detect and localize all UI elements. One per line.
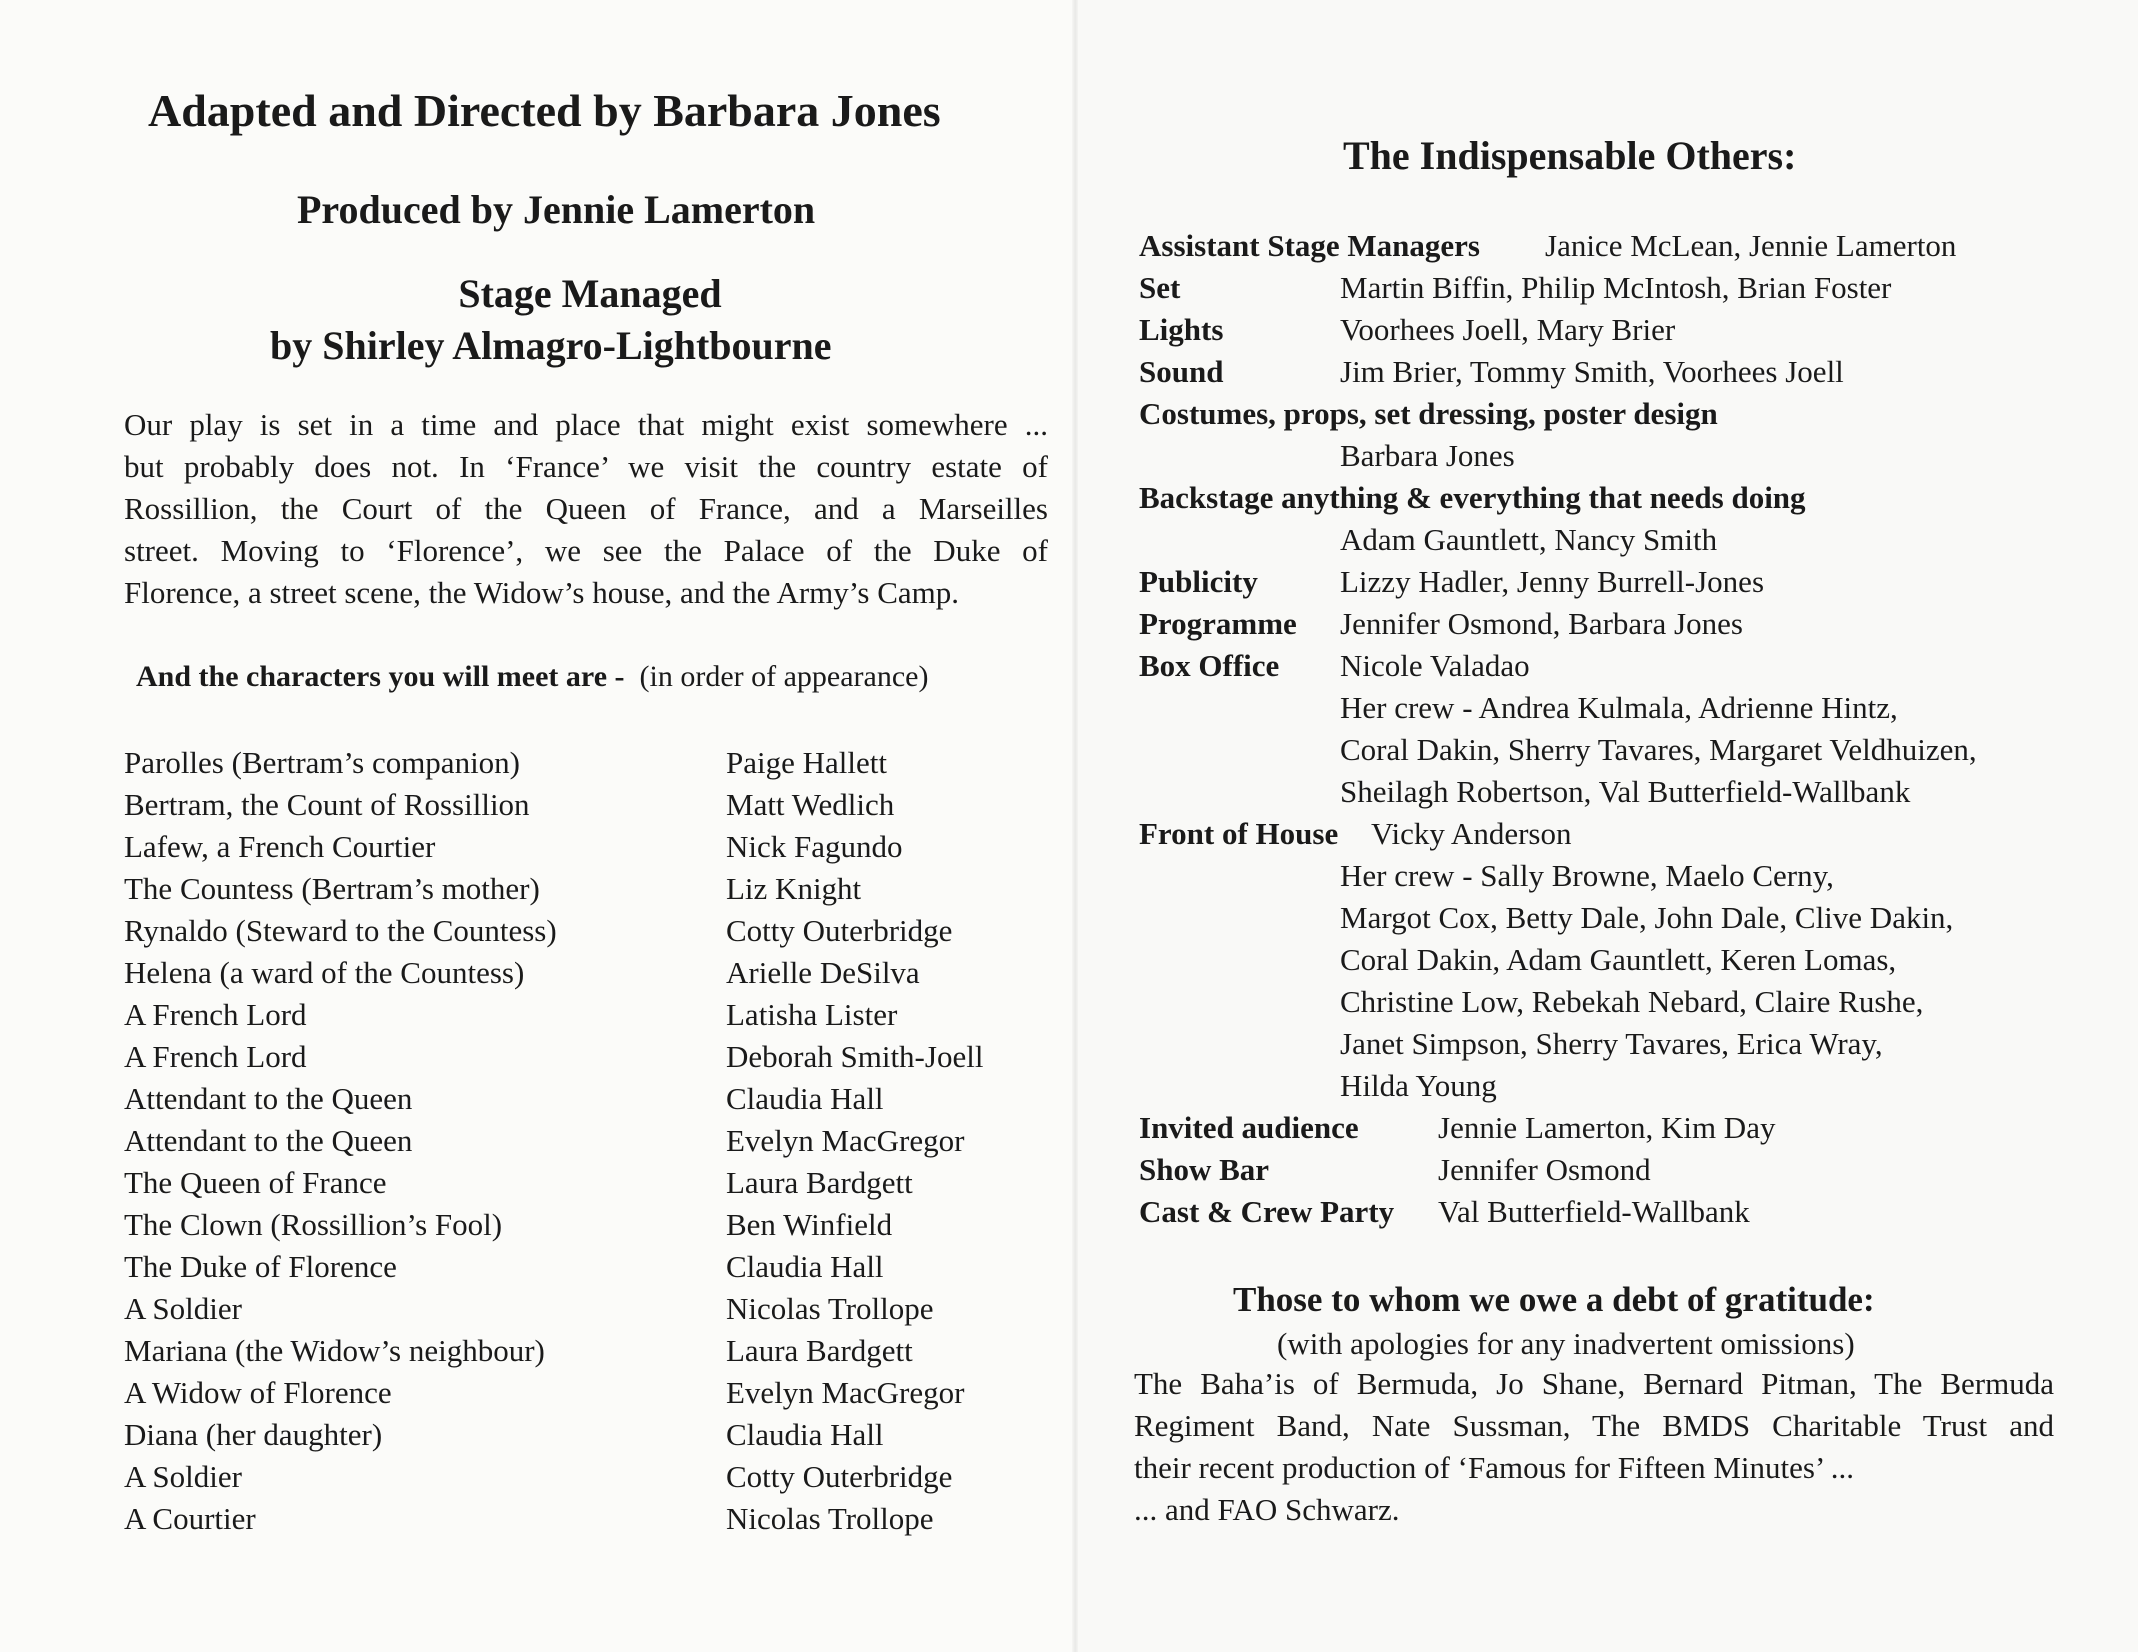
characters-intro-note: (in order of appearance) bbox=[639, 660, 929, 693]
cast-actor: Matt Wedlich bbox=[726, 787, 895, 822]
cast-actor: Cotty Outerbridge bbox=[726, 1459, 953, 1494]
crew-value: Voorhees Joell, Mary Brier bbox=[1340, 312, 1676, 347]
cast-actor: Nicolas Trollope bbox=[726, 1291, 934, 1326]
cast-role: A French Lord bbox=[124, 1039, 307, 1074]
characters-intro bbox=[136, 660, 928, 694]
cast-actor: Arielle DeSilva bbox=[726, 955, 920, 990]
cast-role: Helena (a ward of the Countess) bbox=[124, 955, 525, 990]
setting-line: but probably does not. In ‘France’ we visit the country estate of bbox=[124, 449, 1048, 484]
cast-actor: Nick Fagundo bbox=[726, 829, 903, 864]
cast-role: The Countess (Bertram’s mother) bbox=[124, 871, 540, 906]
crew-value: Val Butterfield-Wallbank bbox=[1438, 1194, 1750, 1229]
crew-value: Christine Low, Rebekah Nebard, Claire Rushe, bbox=[1340, 984, 1924, 1019]
crew-value: Jennie Lamerton, Kim Day bbox=[1438, 1110, 1776, 1145]
producer-credit: Produced by Jennie Lamerton bbox=[297, 187, 816, 232]
crew-value: Lizzy Hadler, Jenny Burrell-Jones bbox=[1340, 564, 1765, 599]
stage-manager-credit-line1: Stage Managed bbox=[458, 271, 722, 316]
cast-role: Diana (her daughter) bbox=[124, 1417, 383, 1452]
gratitude-title: Those to whom we owe a debt of gratitude: bbox=[1233, 1280, 1875, 1319]
crew-label: Publicity bbox=[1139, 564, 1258, 599]
cast-role: The Queen of France bbox=[124, 1165, 387, 1200]
crew-label: Invited audience bbox=[1139, 1110, 1359, 1145]
thanks-line: Regiment Band, Nate Sussman, The BMDS Charitable Trust and bbox=[1134, 1408, 2054, 1443]
cast-actor: Evelyn MacGregor bbox=[726, 1375, 965, 1410]
crew-label: Set bbox=[1139, 270, 1181, 305]
setting-line: Our play is set in a time and place that might exist somewhere ... bbox=[124, 407, 1048, 442]
thanks-line: their recent production of ‘Famous for Fifteen Minutes’ ... bbox=[1134, 1450, 1854, 1485]
setting-paragraph bbox=[124, 404, 1048, 614]
crew-value: Adam Gauntlett, Nancy Smith bbox=[1340, 522, 1718, 557]
cast-roles-column bbox=[124, 742, 557, 1540]
thanks-paragraph bbox=[1134, 1363, 2054, 1531]
cast-role: Bertram, the Count of Rossillion bbox=[124, 787, 530, 822]
crew-value: Vicky Anderson bbox=[1371, 816, 1572, 851]
crew-label: Costumes, props, set dressing, poster design bbox=[1139, 396, 1718, 431]
crew-label: Cast & Crew Party bbox=[1139, 1194, 1395, 1229]
thanks-line: ... and FAO Schwarz. bbox=[1134, 1492, 1400, 1527]
indispensable-others-title: The Indispensable Others: bbox=[1343, 133, 1797, 178]
characters-intro-bold: And the characters you will meet are - bbox=[136, 660, 625, 693]
crew-label: Assistant Stage Managers bbox=[1139, 228, 1480, 263]
cast-role: The Duke of Florence bbox=[124, 1249, 397, 1284]
crew-value: Coral Dakin, Sherry Tavares, Margaret Veldhuizen, bbox=[1340, 732, 1977, 767]
crew-value: Coral Dakin, Adam Gauntlett, Keren Lomas, bbox=[1340, 942, 1897, 977]
crew-label: Sound bbox=[1139, 354, 1224, 389]
cast-actor: Laura Bardgett bbox=[726, 1165, 913, 1200]
cast-actor: Laura Bardgett bbox=[726, 1333, 913, 1368]
cast-role: A Courtier bbox=[124, 1501, 256, 1536]
crew-label: Show Bar bbox=[1139, 1152, 1270, 1187]
crew-label: Front of House bbox=[1139, 816, 1339, 851]
crew-value: Janice McLean, Jennie Lamerton bbox=[1545, 228, 1957, 263]
cast-actor: Claudia Hall bbox=[726, 1417, 884, 1452]
crew-label: Programme bbox=[1139, 606, 1297, 641]
setting-line: street. Moving to ‘Florence’, we see the Palace of the Duke of bbox=[124, 533, 1048, 568]
cast-role: Parolles (Bertram’s companion) bbox=[124, 745, 521, 780]
cast-actor: Liz Knight bbox=[726, 871, 862, 906]
director-credit: Adapted and Directed by Barbara Jones bbox=[148, 85, 941, 136]
cast-actor: Claudia Hall bbox=[726, 1081, 884, 1116]
crew-value: Barbara Jones bbox=[1340, 438, 1515, 473]
cast-role: A French Lord bbox=[124, 997, 307, 1032]
setting-line: Florence, a street scene, the Widow’s house, and the Army’s Camp. bbox=[124, 575, 959, 610]
crew-label: Backstage anything & everything that needs doing bbox=[1139, 480, 1806, 515]
crew-value: Nicole Valadao bbox=[1340, 648, 1530, 683]
crew-value: Margot Cox, Betty Dale, John Dale, Clive Dakin, bbox=[1340, 900, 1954, 935]
cast-role: A Soldier bbox=[124, 1291, 242, 1326]
cast-role: Mariana (the Widow’s neighbour) bbox=[124, 1333, 545, 1368]
crew-value: Hilda Young bbox=[1340, 1068, 1497, 1103]
cast-role: A Widow of Florence bbox=[124, 1375, 392, 1410]
cast-role: The Clown (Rossillion’s Fool) bbox=[124, 1207, 503, 1242]
crew-value: Martin Biffin, Philip McIntosh, Brian Foster bbox=[1340, 270, 1892, 305]
cast-actor: Evelyn MacGregor bbox=[726, 1123, 965, 1158]
cast-role: Lafew, a French Courtier bbox=[124, 829, 436, 864]
cast-actor: Deborah Smith-Joell bbox=[726, 1039, 984, 1074]
cast-actor: Cotty Outerbridge bbox=[726, 913, 953, 948]
setting-line: Rossillion, the Court of the Queen of France, and a Marseilles bbox=[124, 491, 1048, 526]
gratitude-note: (with apologies for any inadvertent omissions) bbox=[1277, 1326, 1855, 1361]
thanks-line: The Baha’is of Bermuda, Jo Shane, Bernard Pitman, The Bermuda bbox=[1134, 1366, 2054, 1401]
cast-actor: Nicolas Trollope bbox=[726, 1501, 934, 1536]
crew-value: Her crew - Sally Browne, Maelo Cerny, bbox=[1340, 858, 1834, 893]
crew-value: Her crew - Andrea Kulmala, Adrienne Hintz, bbox=[1340, 690, 1898, 725]
cast-role: A Soldier bbox=[124, 1459, 242, 1494]
cast-role: Attendant to the Queen bbox=[124, 1123, 413, 1158]
crew-value: Janet Simpson, Sherry Tavares, Erica Wray, bbox=[1340, 1026, 1883, 1061]
cast-actor: Paige Hallett bbox=[726, 745, 887, 780]
cast-actor: Ben Winfield bbox=[726, 1207, 893, 1242]
cast-role: Rynaldo (Steward to the Countess) bbox=[124, 913, 557, 948]
cast-actors-column bbox=[726, 742, 983, 1540]
cast-actor: Claudia Hall bbox=[726, 1249, 884, 1284]
cast-role: Attendant to the Queen bbox=[124, 1081, 413, 1116]
crew-value: Sheilagh Robertson, Val Butterfield-Wallbank bbox=[1340, 774, 1911, 809]
crew-value: Jim Brier, Tommy Smith, Voorhees Joell bbox=[1340, 354, 1844, 389]
crew-label: Box Office bbox=[1139, 648, 1280, 683]
page-fold bbox=[1072, 0, 1078, 1652]
stage-manager-credit-line2: by Shirley Almagro-Lightbourne bbox=[270, 323, 832, 368]
crew-value: Jennifer Osmond bbox=[1438, 1152, 1651, 1187]
crew-label: Lights bbox=[1139, 312, 1224, 347]
cast-actor: Latisha Lister bbox=[726, 997, 898, 1032]
crew-value: Jennifer Osmond, Barbara Jones bbox=[1340, 606, 1743, 641]
